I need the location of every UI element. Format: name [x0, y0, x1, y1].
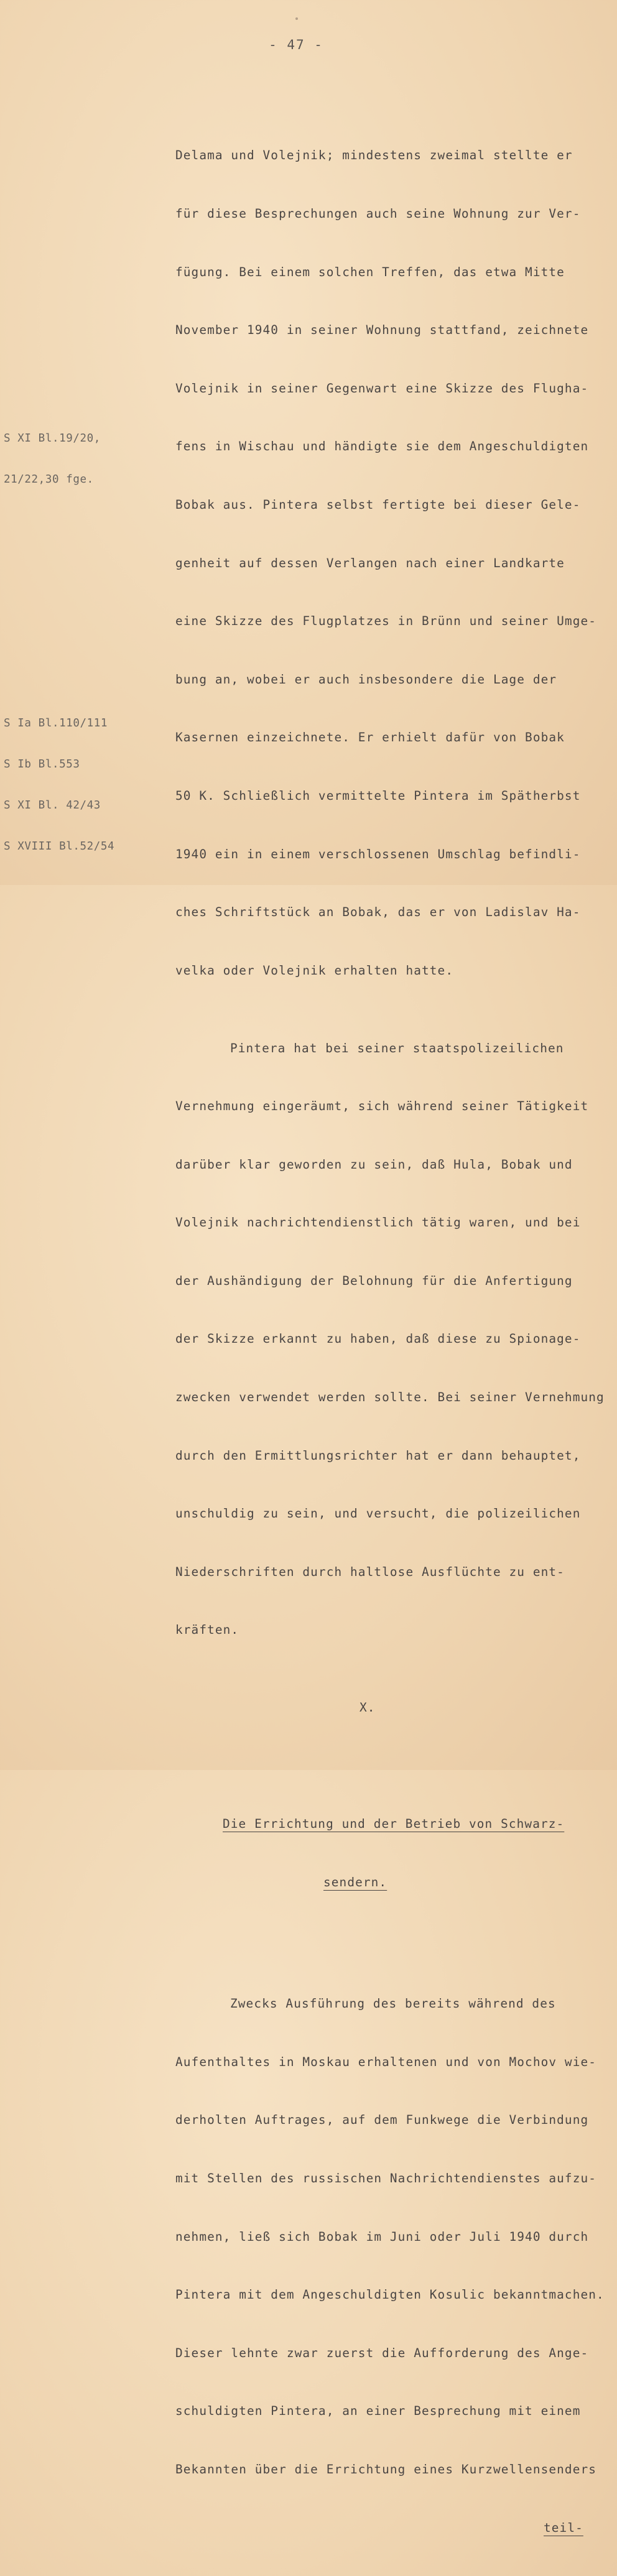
margin-note-line: S Ia Bl.110/111	[4, 717, 108, 730]
margin-note-line: 21/22,30 fge.	[4, 473, 94, 486]
spacer-line	[175, 1756, 605, 1776]
body-line: mit Stellen des russischen Nachrichtendienstes aufzu-	[175, 2171, 597, 2186]
body-line: Bekannten über die Errichtung eines Kurzwellensenders	[175, 2462, 597, 2476]
body-line: 1940 ein in einem verschlossenen Umschlag befindli-	[175, 846, 581, 861]
body-line: unschuldig zu sein, und versucht, die polizeilichen	[175, 1506, 581, 1521]
body-line: genheit auf dessen Verlangen nach einer Landkarte	[175, 555, 565, 570]
body-line: der Skizze erkannt zu haben, daß diese zu Spionage-	[175, 1332, 581, 1346]
margin-note-references-2	[4, 689, 165, 881]
body-line: November 1940 in seiner Wohnung stattfand, zeichnete	[175, 323, 589, 338]
body-line: Volejnik in seiner Gegenwart eine Skizze des Flugha-	[175, 381, 589, 396]
body-line: kräften.	[175, 1623, 239, 1638]
body-line: Aufenthaltes in Moskau erhaltenen und von Mochov wie-	[175, 2054, 597, 2069]
body-line: eine Skizze des Flugplatzes in Brünn und seiner Umge-	[175, 614, 597, 629]
body-line: Bobak aus. Pintera selbst fertigte bei dieser Gele-	[175, 497, 581, 512]
section-numeral: X.	[360, 1700, 376, 1715]
page-number: - 47 -	[269, 37, 323, 52]
body-line: Vernehmung eingeräumt, sich während seiner Tätigkeit	[175, 1099, 589, 1114]
body-line: zwecken verwendet werden sollte. Bei seiner Vernehmung	[175, 1390, 605, 1405]
paragraph-first-line: Zwecks Ausführung des bereits während des	[230, 1996, 556, 2011]
body-line: bung an, wobei er auch insbesondere die Lage der	[175, 672, 557, 687]
body-line: 50 K. Schließlich vermittelte Pintera im Spätherbst	[175, 788, 581, 803]
body-line: Niederschriften durch haltlose Ausflüchte zu ent-	[175, 1564, 565, 1579]
margin-note-line: S XI Bl.19/20,	[4, 432, 101, 445]
body-line: ches Schriftstück an Bobak, das er von Ladislav Ha-	[175, 905, 581, 920]
body-line: nehmen, ließ sich Bobak im Juni oder Juli 1940 durch	[175, 2229, 589, 2244]
body-line: Kasernen einzeichnete. Er erhielt dafür von Bobak	[175, 730, 565, 745]
margin-note-line: S XVIII Bl.52/54	[4, 840, 115, 853]
margin-note-line: S Ib Bl.553	[4, 758, 80, 771]
margin-note-references-1	[4, 404, 165, 514]
section-heading-continuation: sendern.	[323, 1875, 387, 1890]
spacer-line	[175, 1931, 605, 1936]
body-line: Delama und Volejnik; mindestens zweimal stellte er	[175, 148, 573, 163]
body-line: Pintera mit dem Angeschuldigten Kosulic bekanntmachen.	[175, 2287, 605, 2302]
body-line: velka oder Volejnik erhalten hatte.	[175, 963, 454, 978]
margin-note-line: S XI Bl. 42/43	[4, 799, 101, 812]
paragraph-first-line: Pintera hat bei seiner staatspolizeilichen	[230, 1040, 564, 1055]
body-line: Dieser lehnte zwar zuerst die Aufforderung des Ange-	[175, 2345, 589, 2360]
catch-word: teil-	[544, 2520, 583, 2535]
body-line: Volejnik nachrichtendienstlich tätig waren, und bei	[175, 1215, 581, 1230]
body-line: der Aushändigung der Belohnung für die Anfertigung	[175, 1273, 573, 1288]
body-line: darüber klar geworden zu sein, daß Hula, Bobak und	[175, 1157, 573, 1172]
body-line: derholten Auftrages, auf dem Funkwege die Verbindung	[175, 2113, 589, 2128]
body-line: für diese Besprechungen auch seine Wohnung zur Ver-	[175, 206, 581, 221]
section-heading: Die Errichtung und der Betrieb von Schwarz-	[223, 1817, 565, 1832]
body-line: schuldigten Pintera, an einer Besprechung mit einem	[175, 2404, 581, 2419]
body-line: fens in Wischau und händigte sie dem Angeschuldigten	[175, 439, 589, 454]
body-line: durch den Ermittlungsrichter hat er dann behauptet,	[175, 1448, 581, 1463]
document-body	[175, 107, 605, 2576]
paper-speck	[295, 17, 298, 20]
body-line: fügung. Bei einem solchen Treffen, das etwa Mitte	[175, 264, 565, 279]
